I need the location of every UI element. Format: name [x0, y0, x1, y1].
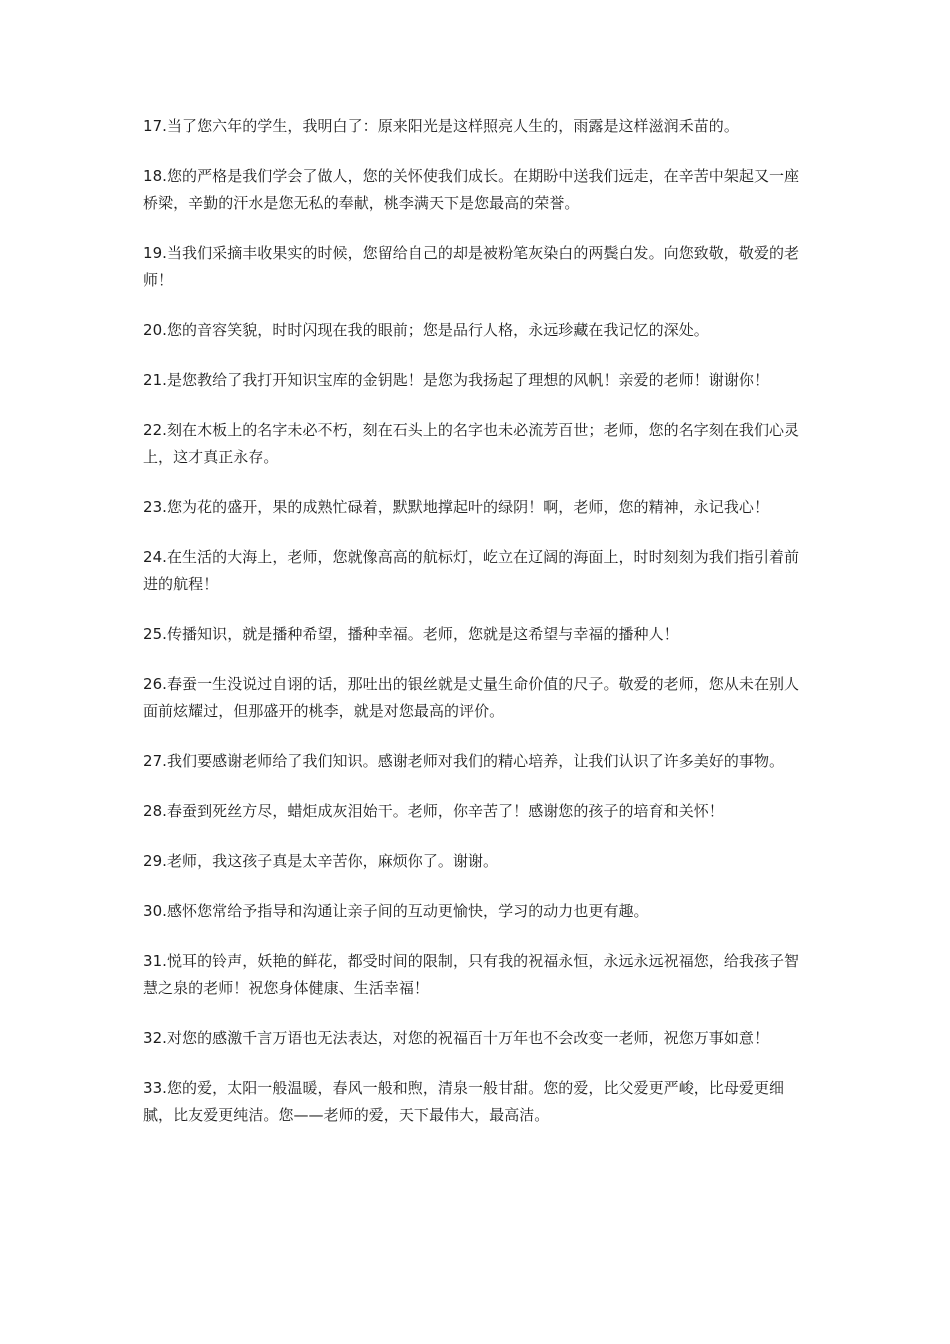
paragraph-19: 19.当我们采摘丰收果实的时候，您留给自己的却是被粉笔灰染白的两鬓白发。向您致敬，敬爱的老师！ — [143, 244, 800, 289]
paragraph-27: 27.我们要感谢老师给了我们知识。感谢老师对我们的精心培养，让我们认识了许多美好的事物。 — [143, 752, 785, 770]
paragraph-32: 32.对您的感激千言万语也无法表达，对您的祝福百十万年也不会改变一老师，祝您万事如意！ — [143, 1029, 770, 1047]
document-body — [143, 113, 808, 1152]
paragraph-29: 29.老师，我这孩子真是太辛苦你，麻烦你了。谢谢。 — [143, 852, 499, 870]
paragraph-30: 30.感怀您常给予指导和沟通让亲子间的互动更愉快，学习的动力也更有趣。 — [143, 902, 649, 920]
paragraph-25: 25.传播知识，就是播种希望，播种幸福。老师，您就是这希望与幸福的播种人！ — [143, 625, 679, 643]
paragraph-33: 33.您的爱，太阳一般温暖，春风一般和煦，清泉一般甘甜。您的爱，比父爱更严峻，比母爱更细腻，比友爱更纯洁。您——老师的爱，天下最伟大，最高洁。 — [143, 1079, 785, 1124]
paragraph-31: 31.悦耳的铃声，妖艳的鲜花，都受时间的限制，只有我的祝福永恒，永远永远祝福您，给我孩子智慧之泉的老师！祝您身体健康、生活幸福！ — [143, 952, 800, 997]
paragraph-23: 23.您为花的盛开，果的成熟忙碌着，默默地撑起叶的绿阴！啊，老师，您的精神，永记我心！ — [143, 498, 770, 516]
paragraph-17: 17.当了您六年的学生，我明白了：原来阳光是这样照亮人生的，雨露是这样滋润禾苗的。 — [143, 117, 739, 135]
paragraph-28: 28.春蚕到死丝方尽，蜡炬成灰泪始干。老师，你辛苦了！感谢您的孩子的培育和关怀！ — [143, 802, 724, 820]
paragraph-20: 20.您的音容笑貌，时时闪现在我的眼前；您是品行人格，永远珍藏在我记忆的深处。 — [143, 321, 709, 339]
paragraph-24: 24.在生活的大海上，老师，您就像高高的航标灯，屹立在辽阔的海面上，时时刻刻为我们指引着前进的航程！ — [143, 548, 800, 593]
paragraph-18: 18.您的严格是我们学会了做人，您的关怀使我们成长。在期盼中送我们远走，在辛苦中架起又一座桥梁，辛勤的汗水是您无私的奉献，桃李满天下是您最高的荣誉。 — [143, 167, 800, 212]
paragraph-22: 22.刻在木板上的名字未必不朽，刻在石头上的名字也未必流芳百世；老师，您的名字刻在我们心灵上，这才真正永存。 — [143, 421, 800, 466]
paragraph-21: 21.是您教给了我打开知识宝库的金钥匙！是您为我扬起了理想的风帆！亲爱的老师！谢谢你！ — [143, 371, 770, 389]
paragraph-26: 26.春蚕一生没说过自诩的话，那吐出的银丝就是丈量生命价值的尺子。敬爱的老师，您从未在别人面前炫耀过，但那盛开的桃李，就是对您最高的评价。 — [143, 675, 800, 720]
